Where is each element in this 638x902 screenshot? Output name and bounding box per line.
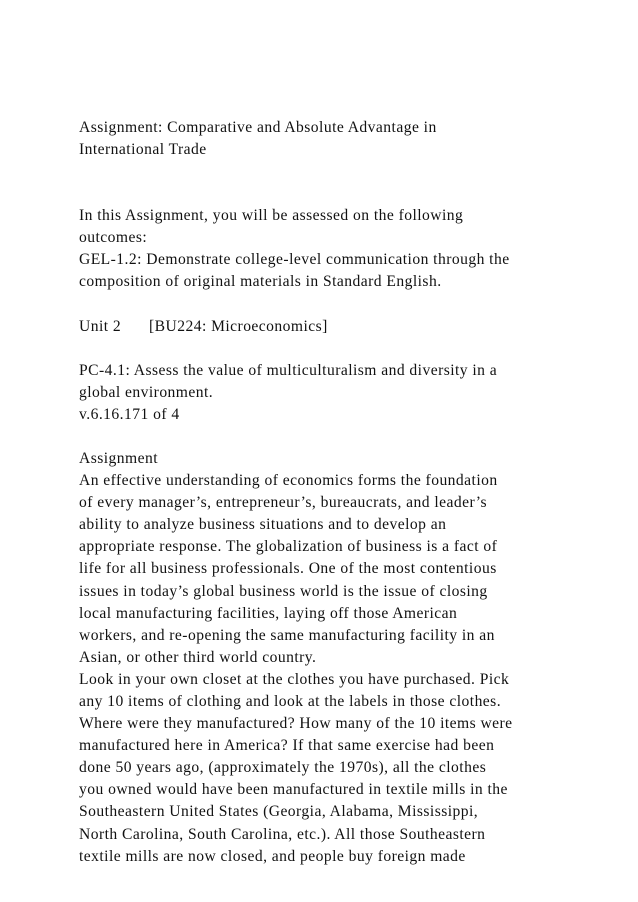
body-line: life for all business professionals. One of the most contentious [79,560,497,578]
outcome-line: PC-4.1: Assess the value of multiculturalism and diversity in a [79,361,498,379]
body-line: Southeastern United States (Georgia, Alabama, Mississippi, [79,803,479,821]
body-line: done 50 years ago, (approximately the 1970s), all the clothes [79,759,487,777]
spacer [79,426,599,448]
body-line: local manufacturing facilities, laying off those American [79,604,458,622]
outcome-line: global environment. [79,383,214,401]
unit-course: [BU224: Microeconomics] [149,317,328,335]
unit-line [79,316,599,338]
body-line: workers, and re-opening the same manufacturing facility in an [79,626,495,644]
body-line: North Carolina, South Carolina, etc.). All those Southeastern [79,825,486,843]
intro-line: GEL-1.2: Demonstrate college-level communication through the [79,251,510,269]
intro-line: outcomes: [79,229,148,247]
intro-line: composition of original materials in Standard English. [79,273,442,291]
body-line: you owned would have been manufactured in textile mills in the [79,781,508,799]
body-line: appropriate response. The globalization of business is a fact of [79,538,498,556]
body-line: issues in today’s global business world is the issue of closing [79,582,488,600]
version-line: v.6.16.171 of 4 [79,405,180,423]
body-line: of every manager’s, entrepreneur’s, bureaucrats, and leader’s [79,494,488,512]
body-line: any 10 items of clothing and look at the labels in those clothes. [79,692,502,710]
body-line: An effective understanding of economics forms the foundation [79,472,498,490]
title-line: Assignment: Comparative and Absolute Advantage in [79,119,437,136]
body-line: Asian, or other third world country. [79,648,317,666]
body-line: manufactured here in America? If that same exercise had been [79,737,495,755]
intro-line: In this Assignment, you will be assessed on the following [79,207,464,225]
body-line: Where were they manufactured? How many of the 10 items were [79,715,513,733]
spacer [79,161,599,183]
body-line: ability to analyze business situations and to develop an [79,516,447,534]
spacer [79,294,599,316]
spacer [79,338,599,360]
title-line: International Trade [79,141,207,159]
body-line: Look in your own closet at the clothes you have purchased. Pick [79,670,510,688]
body-line: textile mills are now closed, and people buy foreign made [79,847,466,865]
spacer [79,183,599,205]
assignment-heading: Assignment [79,449,159,467]
unit-label: Unit 2 [79,317,122,335]
document-body [79,117,599,868]
